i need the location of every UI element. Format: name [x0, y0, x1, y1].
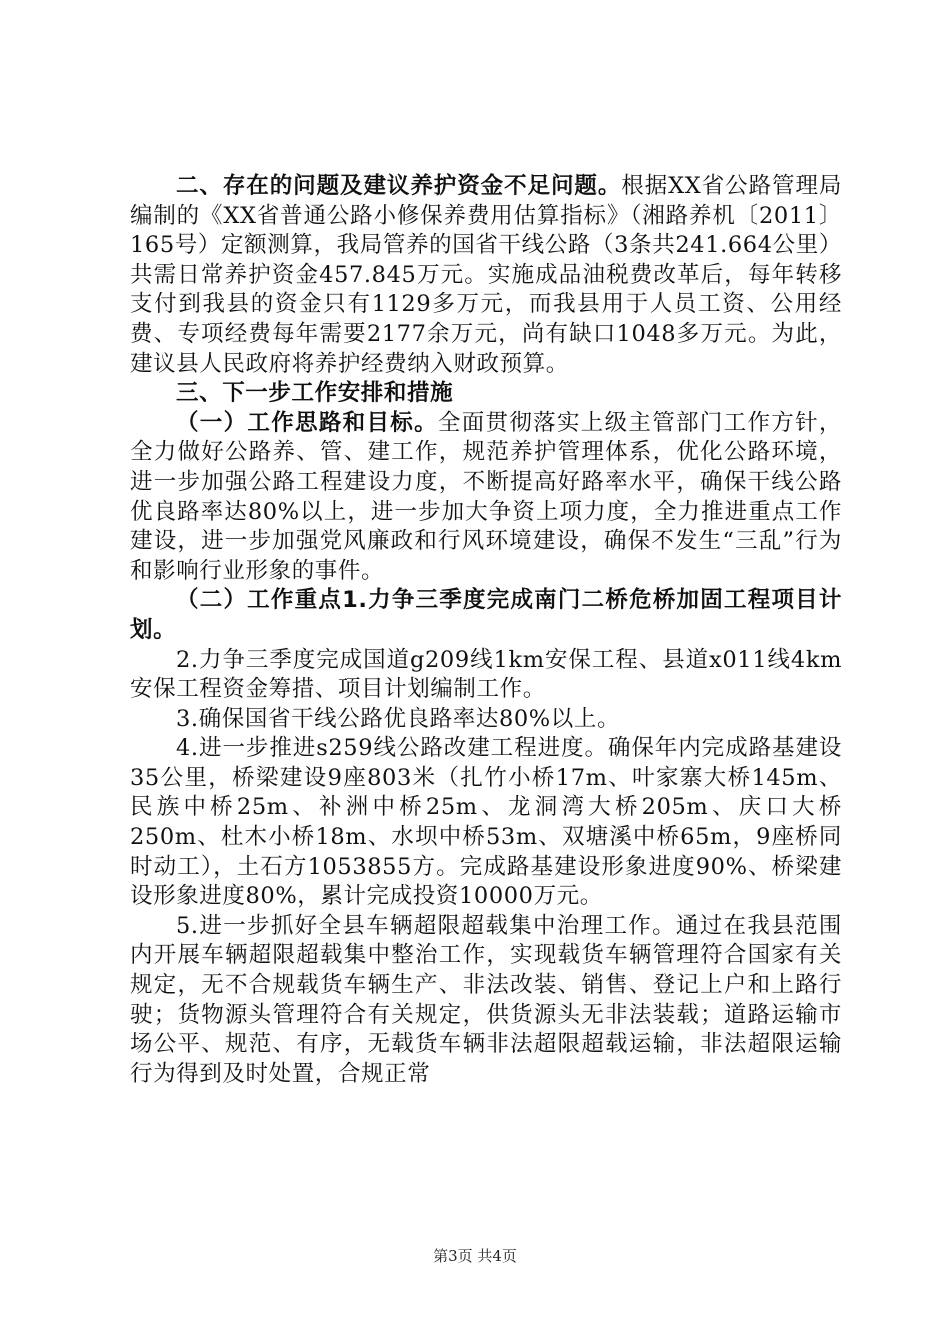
subsection-1-text: 全面贯彻落实上级主管部门工作方针，全力做好公路养、管、建工作，规范养护管理体系，优化公路环境，进一步加强公路工程建设力度，不断提高好路率水平，确保干线公路优良路率达80%以上，进一步加大争资上项力度，全力推进重点工作建设，进一步加强党风廉政和行风环境建设，确保不发生“三乱”行为和影响行业形象的事件。 [130, 409, 842, 584]
subsection-1-heading: （一）工作思路和目标。 [176, 409, 438, 436]
paragraph-section-2 [130, 172, 842, 379]
section-3-heading: 三、下一步工作安排和措施 [176, 380, 454, 407]
section-2-heading: 二、存在的问题及建议养护资金不足问题。 [176, 173, 622, 199]
paragraph-item-4: 4.进一步推进s259线公路改建工程进度。确保年内完成路基建设35公里，桥梁建设9座803米（扎竹小桥17m、叶家寨大桥145m、民族中桥25m、补洲中桥25m、龙洞湾大桥205m、庆口大桥250m、杜木小桥18m、水坝中桥53m、双塘溪中桥65m，9座桥同时动工），土石方1053855方。完成路基建设形象进度90%、桥梁建设形象进度80%，累计完成投资10000万元。 [130, 735, 842, 910]
paragraph-item-3: 3.确保国省干线公路优良路率达80%以上。 [176, 705, 621, 732]
paragraph-item-5: 5.进一步抓好全县车辆超限超载集中治理工作。通过在我县范围内开展车辆超限超载集中整治工作，实现载货车辆管理符合国家有关规定，无不合规载货车辆生产、非法改装、销售、登记上户和上路行驶；货物源头管理符合有关规定，供货源头无非法装载；道路运输市场公平、规范、有序，无载货车辆非法超限超载运输，非法超限运输行为得到及时处置，合规正常 [130, 912, 842, 1087]
paragraph-subsection-1 [130, 409, 842, 587]
subsection-2-heading: （二）工作重点1.力争三季度完成南门二桥危桥加固工程项目计划。 [130, 587, 842, 643]
page-footer: 第3页 共4页 [433, 1247, 517, 1265]
paragraph-subsection-2 [130, 586, 842, 645]
paragraph-section-3 [130, 379, 842, 409]
document-body [130, 172, 842, 1089]
paragraph-item-2: 2.力争三季度完成国道g209线1km安保工程、县道x011线4km安保工程资金筹措、项目计划编制工作。 [130, 646, 842, 703]
section-2-text: 根据XX省公路管理局编制的《XX省普通公路小修保养费用估算指标》（湘路养机〔2011〕165号）定额测算，我局管养的国省干线公路（3条共241.664公里）共需日常养护资金457.845万元。实施成品油税费改革后，每年转移支付到我县的资金只有1129多万元，而我县用于人员工资、公用经费、专项经费每年需要2177余万元，尚有缺口1048多万元。为此，建议县人民政府将养护经费纳入财政预算。 [130, 173, 842, 377]
